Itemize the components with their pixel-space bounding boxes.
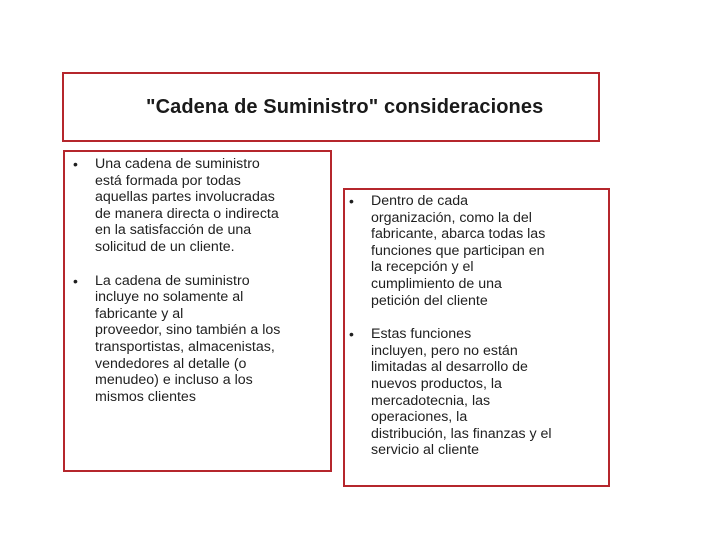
- bullet-text-line: Una cadena de suministro: [95, 156, 260, 172]
- bullet-text-line: la recepción y el: [371, 259, 474, 276]
- bullet-text-line: operaciones, la: [371, 409, 468, 426]
- right-bullet-list: [349, 193, 607, 459]
- bullet-item: [73, 272, 335, 406]
- bullet-text-line: nuevos productos, la: [371, 375, 502, 392]
- bullet-text-line: aquellas partes involucradas: [95, 189, 275, 206]
- bullet-text-line: incluyen, pero no están: [371, 342, 518, 359]
- bullet-text-line: incluye no solamente al: [95, 289, 244, 306]
- left-column-box: [63, 150, 332, 472]
- bullet-text-line: en la satisfacción de una: [95, 222, 252, 239]
- bullet-icon: •: [349, 326, 354, 343]
- bullet-text-line: fabricante y al: [95, 305, 184, 322]
- bullet-text-line: Estas funciones: [371, 326, 472, 343]
- bullet-text-line: menudeo) e incluso a los: [95, 372, 253, 389]
- bullet-text-line: fabricante, abarca todas las: [371, 226, 546, 243]
- bullet-text-line: petición del cliente: [371, 292, 488, 309]
- bullet-text-line: proveedor, sino también a los: [95, 322, 281, 339]
- bullet-text-line: distribución, las finanzas y el: [371, 425, 552, 442]
- bullet-text-line: cumplimiento de una: [371, 275, 502, 292]
- bullet-item: [349, 193, 607, 309]
- bullet-text-line: funciones que participan en: [371, 242, 545, 259]
- bullet-text-line: solicitud de un cliente.: [95, 238, 235, 255]
- bullet-text-line: está formada por todas: [95, 172, 241, 189]
- bullet-text-line: servicio al cliente: [371, 442, 480, 459]
- bullet-item: [349, 326, 607, 459]
- right-column-box: [343, 188, 610, 487]
- slide-title: "Cadena de Suministro" consideraciones: [146, 96, 544, 118]
- bullet-text-line: de manera directa o indirecta: [95, 205, 279, 222]
- title-box: [62, 72, 600, 142]
- left-bullet-list: [73, 156, 335, 405]
- bullet-item: [73, 156, 335, 256]
- bullet-text-line: vendedores al detalle (o: [95, 355, 247, 372]
- bullet-icon: •: [73, 272, 78, 289]
- bullet-text-line: La cadena de suministro: [95, 272, 250, 289]
- bullet-icon: •: [73, 156, 78, 172]
- bullet-text-line: transportistas, almacenistas,: [95, 338, 275, 355]
- bullet-text-line: organización, como la del: [371, 209, 532, 226]
- bullet-text-line: mismos clientes: [95, 388, 196, 405]
- bullet-icon: •: [349, 193, 354, 209]
- bullet-text-line: mercadotecnia, las: [371, 392, 491, 409]
- bullet-text-line: limitadas al desarrollo de: [371, 359, 528, 376]
- bullet-text-line: Dentro de cada: [371, 193, 469, 209]
